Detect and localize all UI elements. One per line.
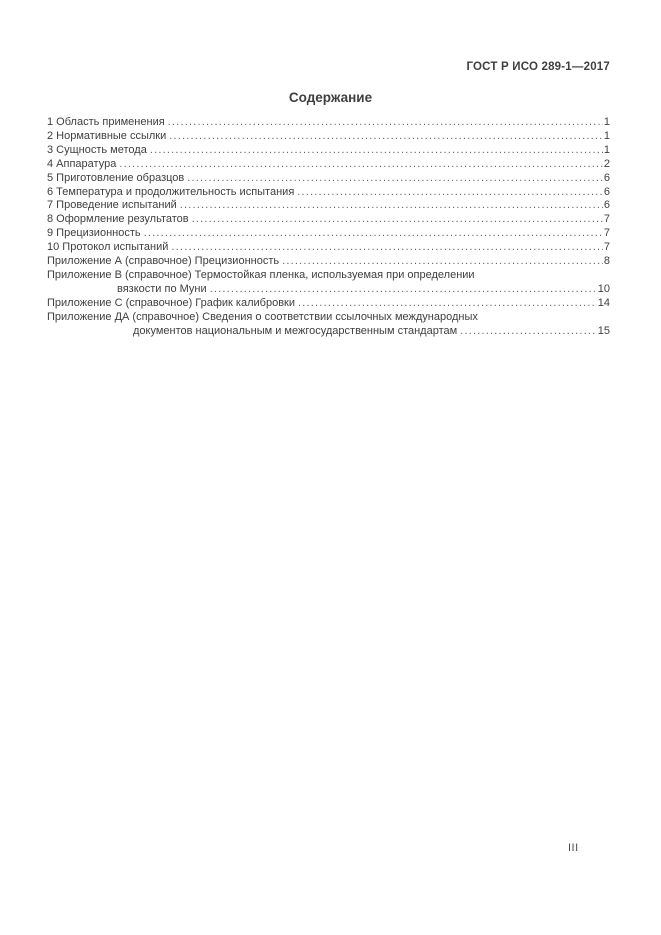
dot-leader xyxy=(144,227,603,241)
toc-entry-label: 9 Прецизионность xyxy=(47,227,141,240)
toc-entry-page: 6 xyxy=(603,171,610,184)
toc-entry-line xyxy=(47,172,610,186)
toc-entry-line xyxy=(47,227,610,241)
page-title: Содержание xyxy=(288,90,373,105)
toc-entry-page: 8 xyxy=(603,255,610,268)
dot-leader xyxy=(119,158,603,172)
dot-leader xyxy=(460,325,597,339)
dot-leader xyxy=(192,213,603,227)
toc-entry-line xyxy=(47,311,610,325)
toc-entry-label: 2 Нормативные ссылки xyxy=(47,129,167,142)
toc-entry-label: 5 Приготовление образцов xyxy=(47,171,185,184)
toc-entry-line xyxy=(47,186,610,200)
toc-entry-label: Приложение ДА (справочное) Сведения о соответствии ссылочных международных xyxy=(47,310,478,323)
toc-entry-label: Приложение В (справочное) Термостойкая пленка, используемая при определении xyxy=(47,268,475,281)
toc-entry-line xyxy=(47,116,610,130)
toc-entry-label: Приложение С (справочное) График калибровки xyxy=(47,296,295,309)
toc-list xyxy=(47,116,610,339)
toc-entry-page: 14 xyxy=(597,296,610,309)
toc-entry-page: 2 xyxy=(603,157,610,170)
toc-entry-label: вязкости по Муни xyxy=(117,282,207,295)
toc-entry-line xyxy=(47,297,610,311)
toc-entry-line xyxy=(47,144,610,158)
dot-leader xyxy=(297,186,603,200)
dot-leader xyxy=(282,255,603,269)
toc-entry-line xyxy=(47,130,610,144)
toc-entry-page: 7 xyxy=(603,227,610,240)
toc-entry-page: 1 xyxy=(603,143,610,156)
toc-entry-line xyxy=(47,283,610,297)
toc-entry-line xyxy=(47,255,610,269)
toc-entry-label: 8 Оформление результатов xyxy=(47,213,189,226)
toc-entry-line xyxy=(47,325,610,339)
toc-entry-label: 3 Сущность метода xyxy=(47,143,147,156)
toc-entry-line xyxy=(47,199,610,213)
toc-entry-page: 6 xyxy=(603,199,610,212)
toc-entry-page: 7 xyxy=(603,241,610,254)
dot-leader xyxy=(169,130,603,144)
toc-entry-line xyxy=(47,158,610,172)
dot-leader xyxy=(171,241,602,255)
toc-entry-page: 10 xyxy=(597,282,610,295)
toc-entry-label: документов национальным и межгосударственным стандартам xyxy=(133,324,458,337)
dot-leader xyxy=(298,297,597,311)
toc-entry-line xyxy=(47,269,610,283)
dot-leader xyxy=(210,283,597,297)
toc-entry-page: 6 xyxy=(603,185,610,198)
toc-entry-label: Приложение А (справочное) Прецизионность xyxy=(47,255,280,268)
toc-entry-page: 15 xyxy=(597,324,610,337)
toc-entry-label: 7 Проведение испытаний xyxy=(47,199,177,212)
dot-leader xyxy=(168,116,603,130)
toc-entry-label: 10 Протокол испытаний xyxy=(47,241,169,254)
page-number: III xyxy=(568,842,579,854)
dot-leader xyxy=(180,199,603,213)
toc-entry-page: 1 xyxy=(603,129,610,142)
toc-entry-label: 1 Область применения xyxy=(47,116,165,128)
toc-entry-line xyxy=(47,241,610,255)
toc-entry-line xyxy=(47,213,610,227)
toc-entry-label: 6 Температура и продолжительность испытания xyxy=(47,185,295,198)
toc-entry-label: 4 Аппаратура xyxy=(47,157,117,170)
dot-leader xyxy=(187,172,603,186)
document-code: ГОСТ Р ИСО 289-1—2017 xyxy=(466,61,610,73)
dot-leader xyxy=(150,144,603,158)
toc-entry-page: 7 xyxy=(603,213,610,226)
toc-entry-page: 1 xyxy=(603,116,610,128)
